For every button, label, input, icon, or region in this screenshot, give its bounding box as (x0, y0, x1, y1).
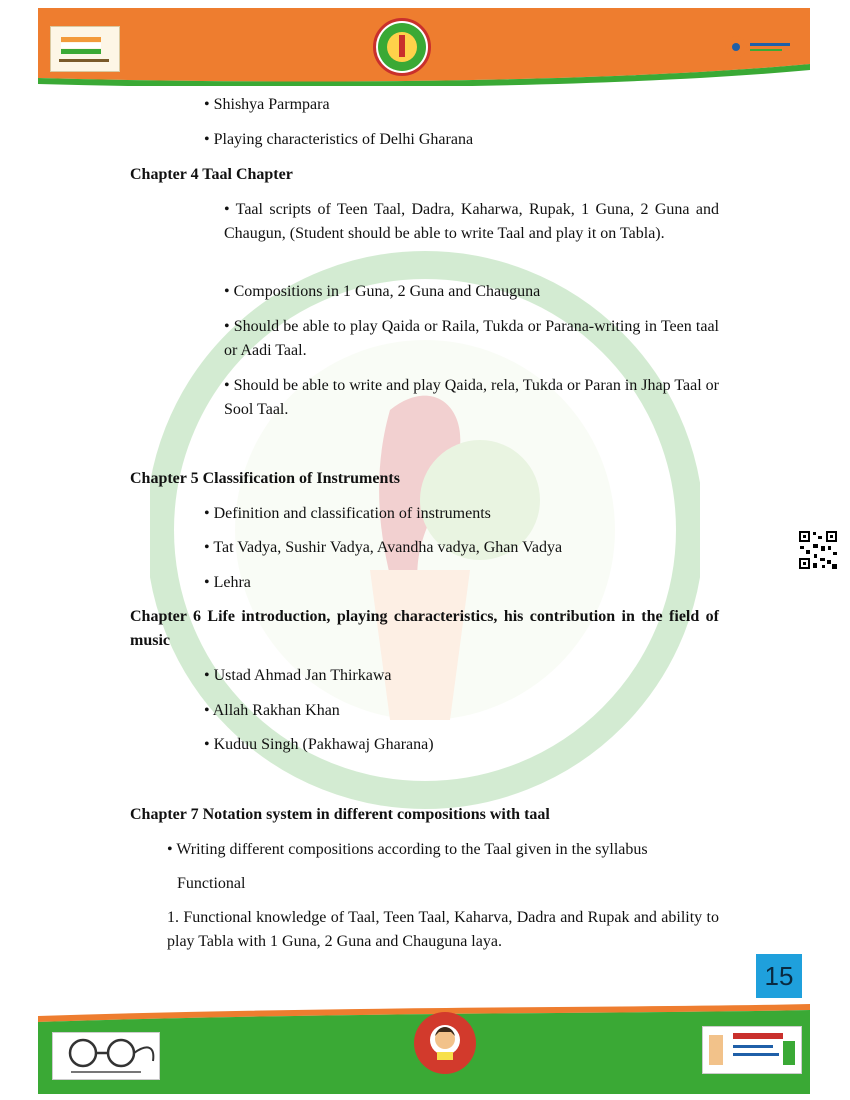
list-item: • Kuduu Singh (Pakhawaj Gharana) (204, 736, 434, 753)
school-education-board-logo (373, 18, 431, 76)
list-item: • Shishya Parmpara (204, 96, 330, 113)
list-item: • Should be able to play Qaida or Raila, Tukda or Parana-writing in Teen taal or Aadi Taal. (224, 318, 719, 359)
qr-code-icon[interactable] (798, 530, 838, 570)
shiksha-ka-adhikar-logo (702, 1026, 802, 1074)
list-item: • Allah Rakhan Khan (204, 702, 340, 719)
page-number: 15 (756, 954, 802, 998)
beti-bachao-logo (414, 1012, 476, 1074)
list-item: • Taal scripts of Teen Taal, Dadra, Kaharwa, Rupak, 1 Guna, 2 Guna and Chaugun, (Student should be able to write Taal and play it on Tabla). (224, 201, 719, 242)
azadi-ka-amrit-mahotsav-logo (50, 26, 120, 72)
section-label: Functional (177, 875, 246, 892)
list-item: • Playing characteristics of Delhi Gharana (204, 131, 474, 148)
list-item: • Definition and classification of instruments (204, 505, 491, 522)
chapter-heading: Chapter 5 Classification of Instruments (130, 470, 400, 487)
list-item: • Should be able to write and play Qaida, rela, Tukda or Paran in Jhap Taal or Sool Taal. (224, 377, 719, 418)
list-item: • Lehra (204, 574, 251, 591)
chapter-heading: Chapter 4 Taal Chapter (130, 166, 293, 183)
list-item: 1. Functional knowledge of Taal, Teen Taal, Kaharva, Dadra and Rupak and ability to play Tabla with 1 Guna, 2 Guna and Chauguna laya. (167, 909, 719, 950)
list-item: • Writing different compositions according to the Taal given in the syllabus (167, 841, 648, 858)
list-item: • Ustad Ahmad Jan Thirkawa (204, 667, 392, 684)
swachh-bharat-logo (52, 1032, 160, 1080)
list-item: • Compositions in 1 Guna, 2 Guna and Chauguna (224, 283, 541, 300)
digital-india-logo (724, 34, 794, 60)
list-item: • Tat Vadya, Sushir Vadya, Avandha vadya, Ghan Vadya (204, 539, 563, 556)
chapter-heading: Chapter 7 Notation system in different compositions with taal (130, 806, 550, 823)
chapter-heading: Chapter 6 Life introduction, playing characteristics, his contribution in the field of music (130, 608, 719, 649)
